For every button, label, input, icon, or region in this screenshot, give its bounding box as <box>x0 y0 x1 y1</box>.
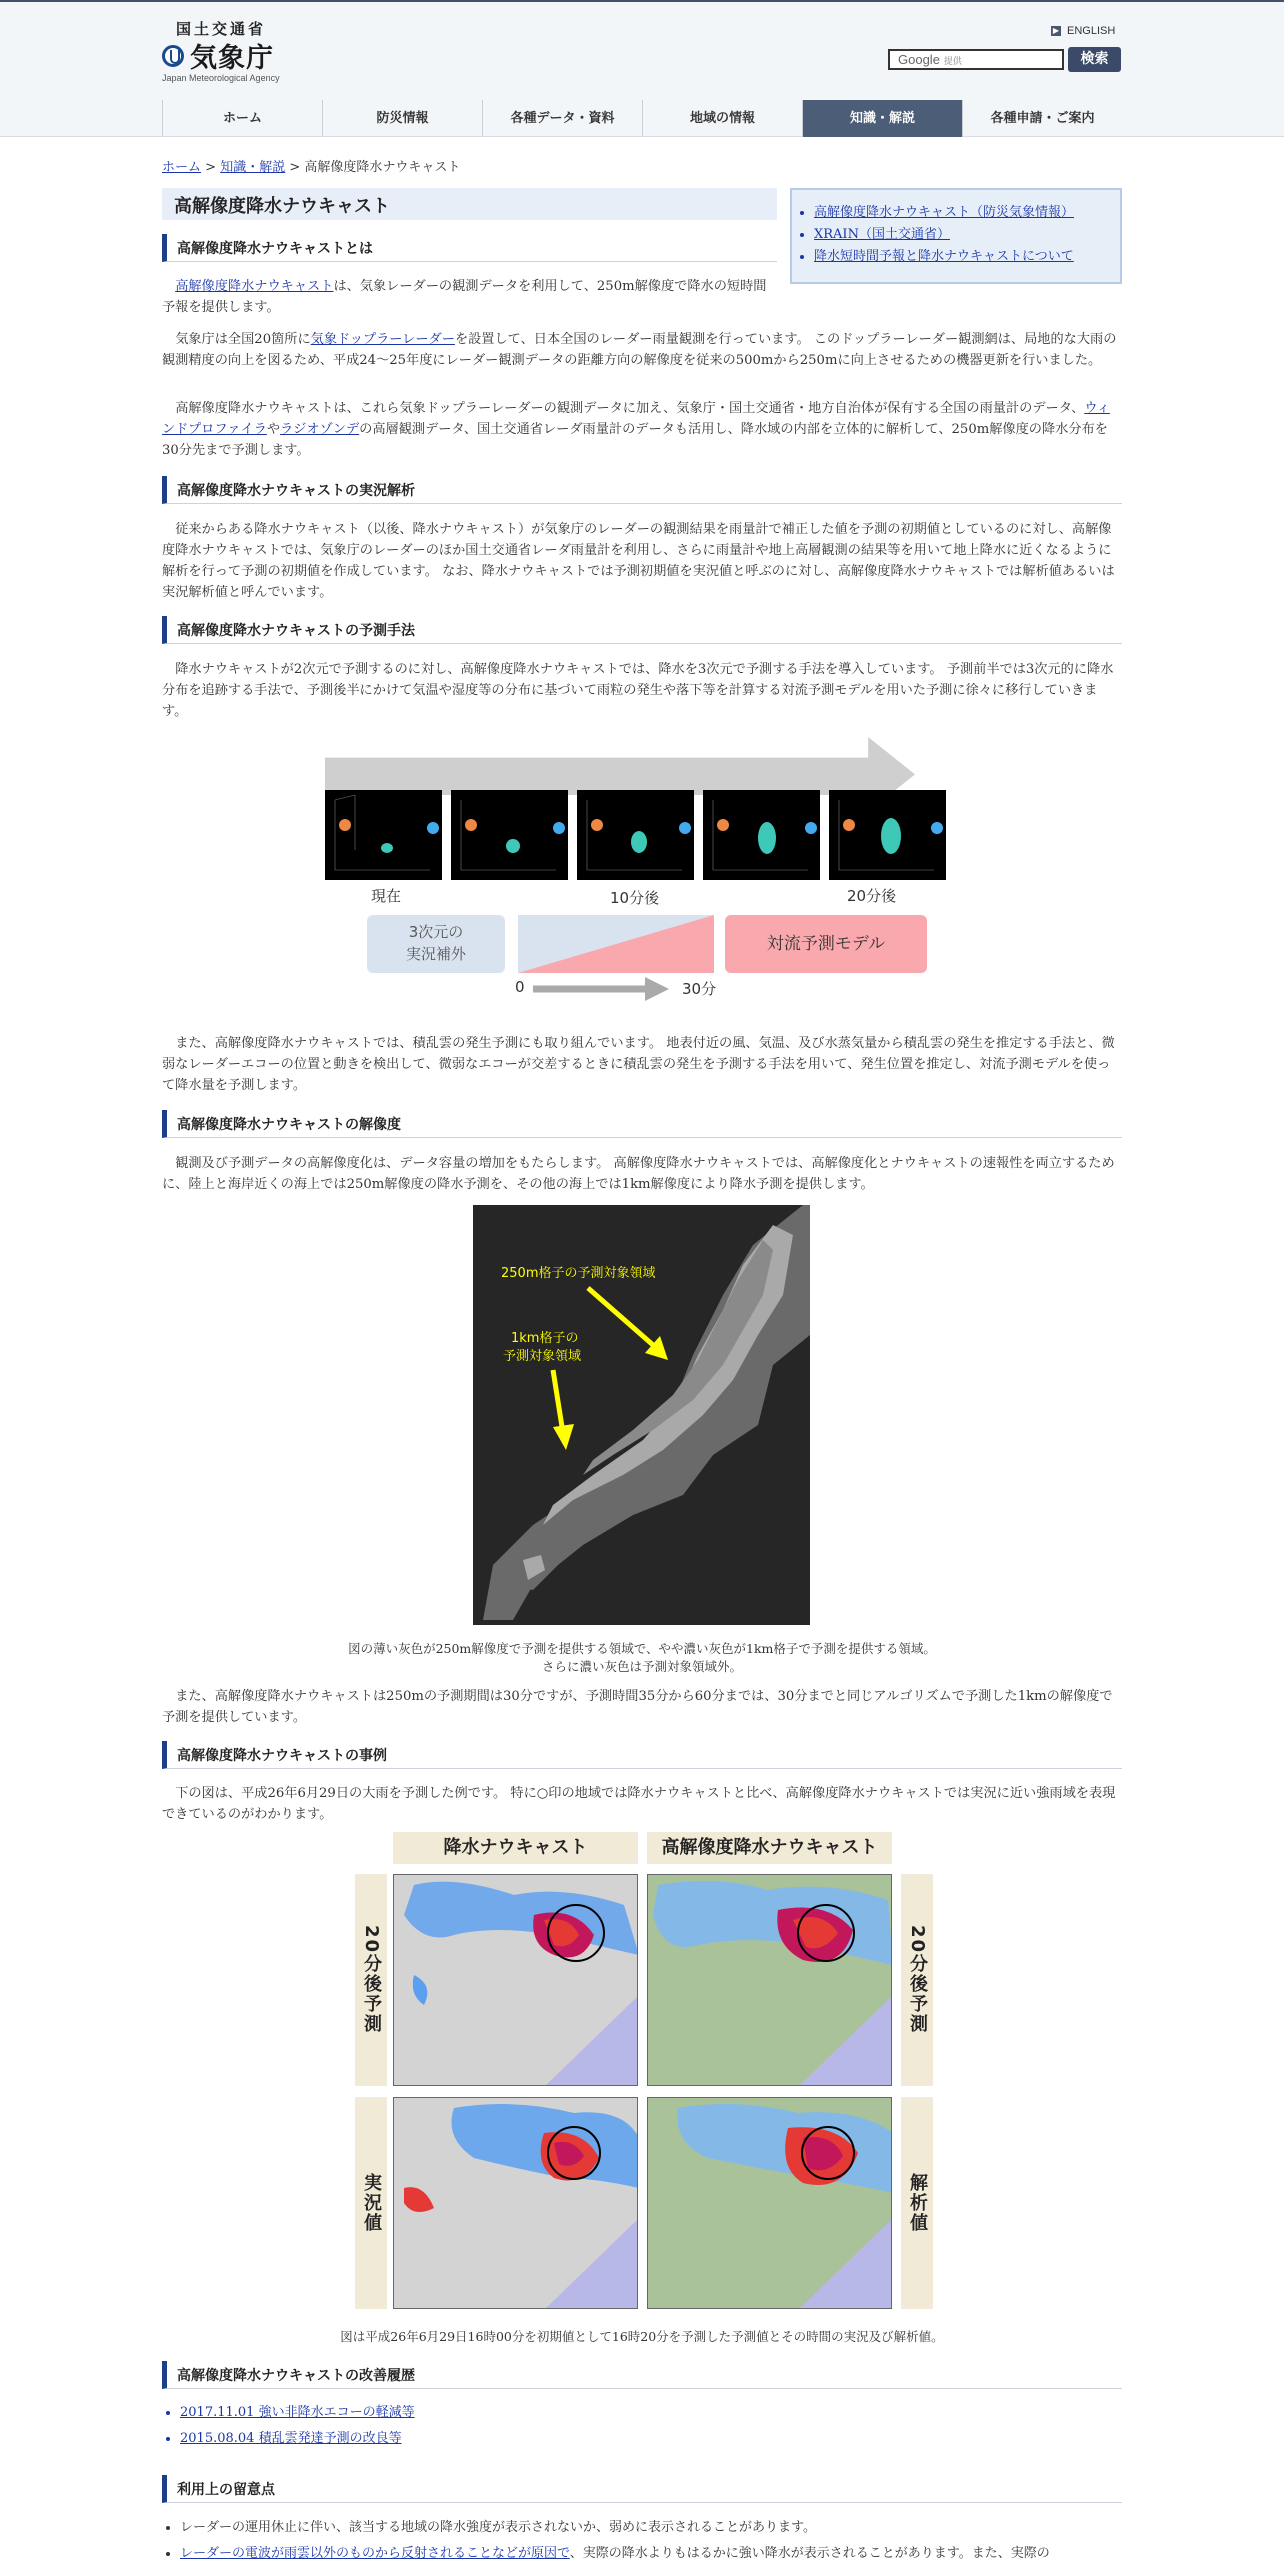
row-label-forecast: 20分後予測 <box>901 1874 933 2086</box>
paragraph-text: 、実際の降水よりもはるかに強い降水が表示されることがあります。また、実際の <box>569 2546 1050 2561</box>
column-header-hr-nowcast: 高解像度降水ナウキャスト <box>647 1832 892 1864</box>
precipitation-map <box>648 2098 892 2309</box>
radar-panel-5min <box>451 790 568 880</box>
convection-model-box: 対流予測モデル <box>725 915 927 973</box>
map-nowcast-forecast <box>393 1874 638 2086</box>
nav-item-applications[interactable]: 各種申請・ご案内 <box>962 100 1122 137</box>
radar-panel-15min <box>703 790 820 880</box>
paragraph: 従来からある降水ナウキャスト（以後、降水ナウキャスト）が気象庁のレーダーの観測結果を雨量計で補正した値を予測の初期値としているのに対し、高解像度降水ナウキャストでは、気象庁のレーダーのほか国土交通省レーダ雨量計を利用し、さらに雨量計や地上高層観測の結果等を用いて地上降水に近くなるように解析を行って予測の初期値を作成しています。 なお、降水ナウキャストでは予測初期値を実況値と呼ぶのに対し、高解像度降水ナウキャストでは解析値あるいは実況解析値と呼んでいます。 <box>162 522 1115 600</box>
global-nav <box>162 100 1122 137</box>
paragraph-text: 気象庁は全国20箇所に <box>175 332 311 347</box>
precipitation-map <box>648 1875 892 2086</box>
radar-3d-image <box>577 790 694 880</box>
paragraph: 降水ナウキャストが2次元で予測するのに対し、高解像度降水ナウキャストでは、降水を3次元で予測する手法を導入しています。 予測前半では3次元的に降水分布を追跡する手法で、予測後半にかけて気温や湿度等の分布に基づいて雨粒の発生や落下等を計算する対流予測モデルを用いた予測に徐々に移行していきます。 <box>162 662 1114 719</box>
breadcrumb <box>162 156 460 175</box>
logo-agency-en: Japan Meteorological Agency <box>162 73 280 83</box>
radar-3d-image <box>703 790 820 880</box>
time-label-20min: 20分後 <box>847 887 897 905</box>
radar-panel-20min <box>829 790 946 880</box>
usage-notes-list <box>180 2517 1122 2568</box>
paragraph-text: は、気象レーダーの観測データを利用して、250m解像度で降水の短時間予報を提供します。 <box>162 279 767 315</box>
related-link-item <box>814 224 1104 246</box>
map-label-1km-area: 予測対象領域 <box>503 1349 582 1364</box>
list-item <box>180 2426 415 2452</box>
figure-caption: 図の薄い灰色が250m解像度で予測を提供する領域で、やや濃い灰色が1km格子で予測を提供する領域。 <box>348 1641 936 1656</box>
nav-item-data[interactable]: 各種データ・資料 <box>482 100 642 137</box>
paragraph: また、高解像度降水ナウキャストでは、積乱雲の発生予測にも取り組んでいます。 地表付近の風、気温、及び水蒸気量から積乱雲の発生を推定する手法と、微弱なレーダーエコーの位置と動きを検出して、微弱なエコーが交差するときに積乱雲の発生を予測する手法を用いて、発生位置を推定し、対流予測モデルを使って降水量を予測します。 <box>162 1036 1115 1093</box>
radiosonde-link[interactable]: ラジオゾンデ <box>280 422 360 437</box>
logo-ministry: 国土交通省 <box>176 20 267 38</box>
map-label-1km: 1km格子の <box>511 1331 579 1346</box>
list-item <box>180 2543 1122 2564</box>
map-hr-nowcast-forecast <box>647 1874 892 2086</box>
breadcrumb-sep: > <box>285 160 305 175</box>
breadcrumb-sep: > <box>201 160 221 175</box>
improvement-history-list <box>180 2400 415 2452</box>
map-hr-nowcast-analysis <box>647 2097 892 2309</box>
time-label-now: 現在 <box>371 887 402 905</box>
nav-item-regional[interactable]: 地域の情報 <box>642 100 802 137</box>
english-label: ENGLISH <box>1067 25 1116 37</box>
paragraph: 観測及び予測データの高解像度化は、データ容量の増加をもたらします。 高解像度降水ナウキャストでは、高解像度化とナウキャストの速報性を両立するために、陸上と海岸近くの海上では250m解像度の降水予測を、その他の海上では1km解像度により降水予測を提供します。 <box>162 1156 1115 1192</box>
transition-wedge <box>518 915 714 973</box>
map-arrows-icon <box>473 1205 810 1625</box>
arrow-right-icon: ▶ <box>1052 26 1060 35</box>
nav-item-disaster-info[interactable]: 防災情報 <box>322 100 482 137</box>
related-link-forecast[interactable]: 降水短時間予報と降水ナウキャストについて <box>814 249 1074 264</box>
wind-profiler-link[interactable]: ウィンドプロファイラ <box>162 401 1110 437</box>
axis-arrow-icon <box>533 975 673 1003</box>
jma-emblem-icon <box>162 45 184 67</box>
breadcrumb-knowledge[interactable]: 知識・解説 <box>220 160 286 175</box>
axis-label-zero: 0 <box>515 978 525 996</box>
breadcrumb-current: 高解像度降水ナウキャスト <box>304 160 461 175</box>
time-label-10min: 10分後 <box>610 889 660 907</box>
history-link-2015[interactable]: 2015.08.04 積乱雲発達予測の改良等 <box>180 2431 402 2446</box>
paragraph-text: の高層観測データ、国土交通省レーダ雨量計のデータも活用し、降水域の内部を立体的に解析して、250m解像度の降水分布を30分先まで予測します。 <box>162 422 1108 458</box>
row-label-forecast: 20分後予測 <box>355 1874 387 2086</box>
related-link-item <box>814 246 1104 268</box>
radar-3d-image <box>451 790 568 880</box>
related-link-hrpns[interactable]: 高解像度降水ナウキャスト（防災気象情報） <box>814 205 1075 220</box>
paragraph <box>162 329 1122 371</box>
case-comparison-figure <box>355 1832 935 2314</box>
paragraph <box>162 398 1122 461</box>
row-label-observed: 実況値 <box>355 2097 387 2309</box>
paragraph-text: を設置して、日本全国のレーダー雨量観測を行っています。 このドップラーレーダー観測網は、局地的な大雨の観測精度の向上を図るため、平成24～25年度にレーダー観測データの距離方向の解像度を従来の500mから250mに向上させるための機器更新を行いました。 <box>162 332 1117 368</box>
section-heading: 高解像度降水ナウキャストの実況解析 <box>162 476 1122 504</box>
nav-item-knowledge[interactable]: 知識・解説 <box>802 100 962 137</box>
section-heading: 高解像度降水ナウキャストの改善履歴 <box>162 2361 1122 2389</box>
history-link-2017[interactable]: 2017.11.01 強い非降水エコーの軽減等 <box>180 2405 415 2420</box>
axis-label-30min: 30分 <box>682 980 717 998</box>
related-link-item <box>814 202 1104 224</box>
nav-item-home[interactable]: ホーム <box>162 100 322 137</box>
time-arrow-icon <box>325 735 915 797</box>
related-link-xrain[interactable]: XRAIN（国土交通省） <box>814 227 950 242</box>
section-heading: 高解像度降水ナウキャストの予測手法 <box>162 616 1122 644</box>
breadcrumb-home[interactable]: ホーム <box>162 160 202 175</box>
section-heading: 高解像度降水ナウキャストの解像度 <box>162 1110 1122 1138</box>
list-item: • レーダーの運用休止に伴い、該当する地域の降水強度が表示されないか、弱めに表示されることがあります。 <box>180 2517 1122 2538</box>
radar-echo-link[interactable]: レーダーの電波が雨雲以外のものから反射されることなどが原因で <box>180 2546 570 2561</box>
section-heading: 利用上の留意点 <box>162 2475 1122 2503</box>
list-item <box>180 2400 415 2426</box>
figure-caption: 図は平成26年6月29日16時00分を初期値として16時20分を予測した予測値とその時間の実況及び解析値。 <box>340 2329 944 2344</box>
resolution-map-figure <box>473 1205 810 1625</box>
section-heading: 高解像度降水ナウキャストの事例 <box>162 1741 1122 1769</box>
paragraph-text: や <box>266 422 281 437</box>
column-header-nowcast: 降水ナウキャスト <box>393 1832 638 1864</box>
doppler-radar-link[interactable]: 気象ドップラーレーダー <box>310 332 455 347</box>
row-label-analysis: 解析値 <box>901 2097 933 2309</box>
section-heading: 高解像度降水ナウキャストとは <box>162 234 777 262</box>
page-title: 高解像度降水ナウキャスト <box>162 188 777 220</box>
paragraph: また、高解像度降水ナウキャストは250mの予測期間は30分ですが、予測時間35分から60分までは、30分までと同じアルゴリズムで予測した1kmの解像度で予測を提供しています。 <box>162 1689 1113 1725</box>
paragraph-text: 高解像度降水ナウキャストは、これら気象ドップラーレーダーの観測データに加え、気象庁・国土交通省・地方自治体が保有する全国の雨量計のデータ、 <box>175 401 1085 416</box>
precipitation-map <box>394 2098 638 2309</box>
paragraph: 下の図は、平成26年6月29日の大雨を予測した例です。 特に○印の地域では降水ナウキャストと比べ、高解像度降水ナウキャストでは実況に近い強雨域を表現できているのがわかります。 <box>162 1786 1116 1822</box>
logo-agency: 気象庁 <box>190 43 274 74</box>
radar-3d-image <box>325 790 442 880</box>
figure-caption: さらに濃い灰色は予測対象領域外。 <box>541 1659 742 1674</box>
radar-panel-10min <box>577 790 694 880</box>
paragraph <box>162 276 777 318</box>
jma-logo[interactable] <box>162 18 302 88</box>
hrpns-link[interactable]: 高解像度降水ナウキャスト <box>175 279 334 294</box>
search-placeholder: Google <box>898 52 940 67</box>
extrapolation-box: 3次元の 実況補外 <box>367 915 505 973</box>
radar-panel-now <box>325 790 442 880</box>
english-link[interactable] <box>1051 25 1115 37</box>
search-input[interactable] <box>888 49 1064 70</box>
prediction-method-figure <box>325 735 955 1005</box>
search-placeholder-sub: 提供 <box>943 56 962 66</box>
radar-3d-image <box>829 790 946 880</box>
map-label-250m: 250m格子の予測対象領域 <box>501 1266 656 1281</box>
search-button[interactable]: 検索 <box>1068 47 1121 72</box>
map-nowcast-observed <box>393 2097 638 2309</box>
precipitation-map <box>394 1875 638 2086</box>
related-links-box <box>790 188 1122 284</box>
